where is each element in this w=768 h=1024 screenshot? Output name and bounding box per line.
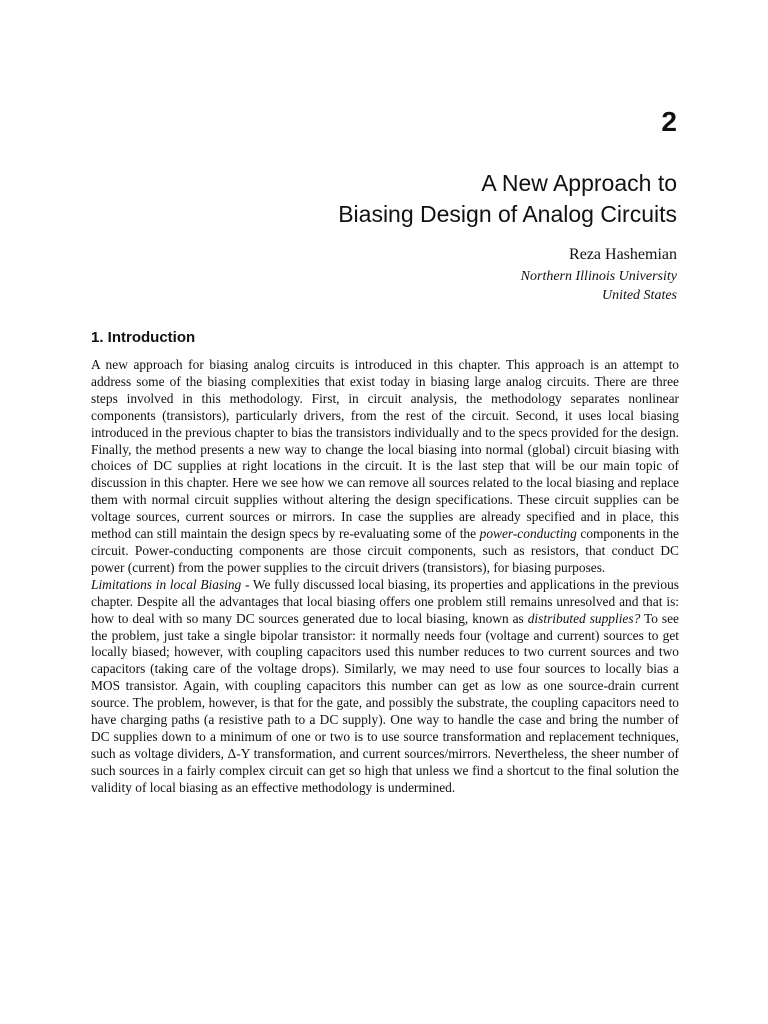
paragraph-2-italic-term: distributed supplies? <box>527 610 641 626</box>
paragraph-2-text-b: To see the problem, just take a single bipolar transistor: it normally needs four (voltage and current) sources to get locally biased; however, with coupling capacitors used this number reduces to two current sources and two capacitors (taking care of the voltage drops). Similarly, we may need to use four sources to locally bias a MOS transistor. Again, with coupling capacitors this number can get as low as one source-drain current source. The problem, however, is that for the gate, and possibly the substrate, the coupling capacitors need to have charging paths (a resistive path to a DC supply). One way to handle the case and bring the number of DC supplies down to a minimum of one or two is to use source transformation and replacement techniques, such as voltage dividers, Δ-Y transformation, and current sources/mirrors. Nevertheless, the sheer number of such sources in a fairly complex circuit can get so high that unless we find a shortcut to the final solution the validity of local biasing as an effective methodology is undermined. <box>91 610 679 795</box>
paragraph-limitations <box>91 577 679 797</box>
author-affiliation: Northern Illinois University <box>520 269 677 284</box>
author-country: United States <box>601 288 677 303</box>
body-text <box>91 357 679 797</box>
chapter-number: 2 <box>661 106 677 137</box>
paragraph-2-text-a: - We fully discussed local biasing, its properties and applications in the previous chapter. Despite all the advantages that local biasing offers one problem still remains unresolved and that is: how to deal with so many DC sources generated due to local biasing, known as <box>91 576 679 626</box>
section-heading: 1. Introduction <box>91 329 196 346</box>
author-block <box>277 243 677 305</box>
chapter-title-line-1: A New Approach to <box>481 170 677 196</box>
paragraph-2-italic-lead: Limitations in local Biasing <box>91 576 242 592</box>
author-name: Reza Hashemian <box>569 246 677 263</box>
chapter-title <box>77 168 677 230</box>
paragraph-1-italic-term: power-conducting <box>479 526 577 542</box>
paragraph-1-text-b: components in the circuit. Power-conducting components are those circuit components, such as resistors, that conduct DC power (current) from the power supplies to the circuit drivers (transistors), for biasing purposes. <box>91 526 680 575</box>
chapter-title-line-2: Biasing Design of Analog Circuits <box>338 201 677 227</box>
paragraph-1-text-a: A new approach for biasing analog circuits is introduced in this chapter. This approach is an attempt to address some of the biasing complexities that exist today in biasing large analog circuits. There are three steps involved in this methodology. First, in circuit analysis, the methodology separates nonlinear components (transistors), particularly drivers, from the rest of the circuit. Second, it uses local biasing introduced in the previous chapter to bias the transistors individually and to the specs provided for the design. Finally, the method presents a new way to change the local biasing into normal (global) circuit biasing with choices of DC supplies at right locations in the circuit. It is the last step that will be our main topic of discussion in this chapter. Here we see how we can remove all sources related to the local biasing and replace them with normal circuit supplies without altering the design specifications. These circuit supplies can be voltage sources, current sources or mirrors. In case the supplies are already specified and in place, this method can still maintain the design specs by re-evaluating some of the <box>91 357 679 542</box>
paragraph-introduction <box>91 357 679 577</box>
